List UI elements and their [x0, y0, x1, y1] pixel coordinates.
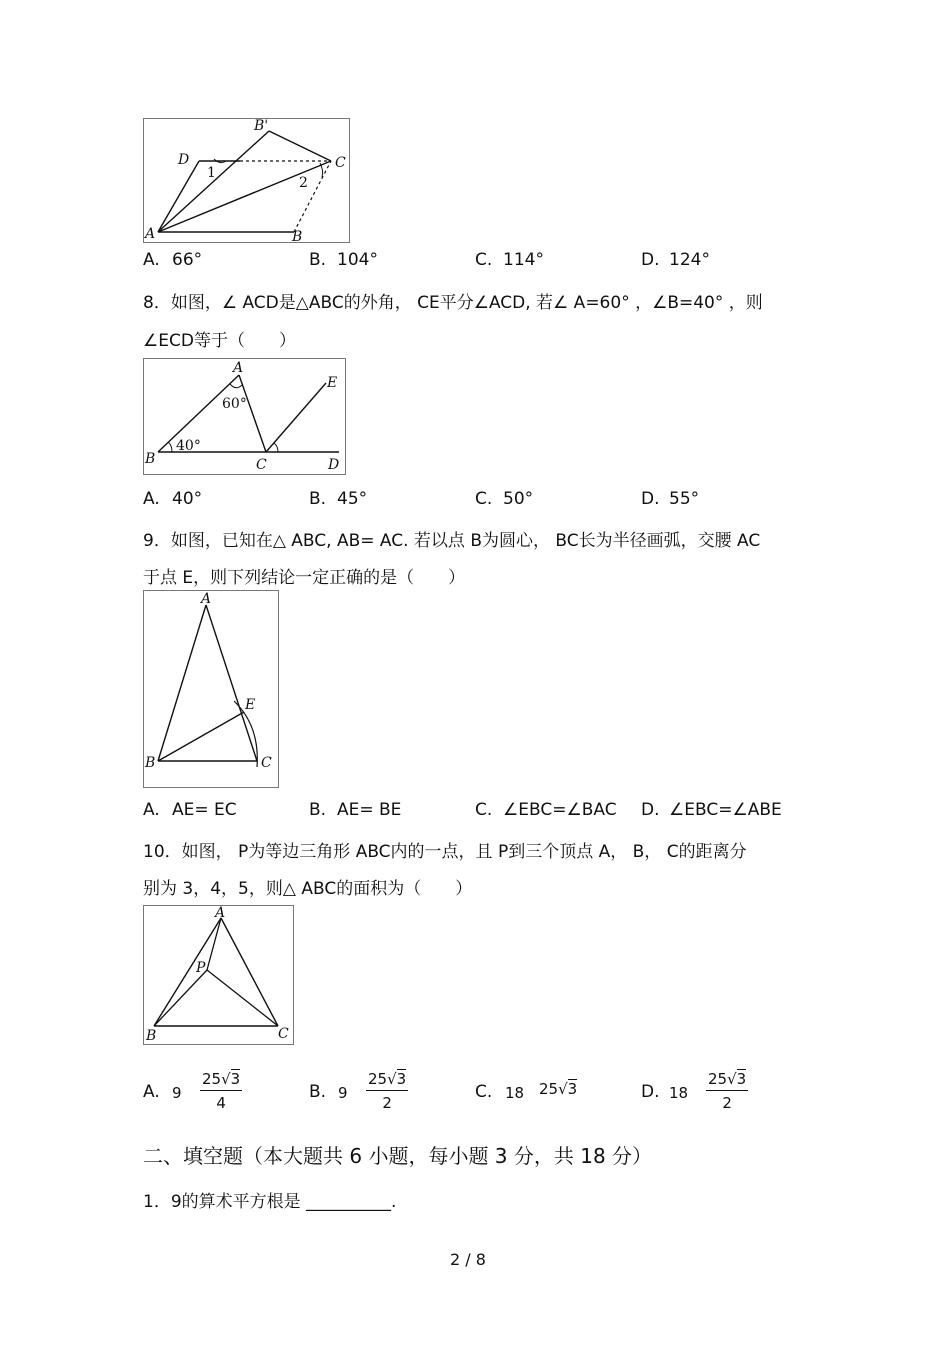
- q10-option-d-letter: D.: [641, 1082, 660, 1102]
- q8-stem-line1: 8．如图，∠ ACD是△ABC的外角， CE平分∠ACD, 若∠ A=60° ，∠B=40° ，则: [143, 293, 763, 313]
- q9-option-a-letter: A.: [143, 800, 160, 820]
- q7-option-b-value: 104°: [337, 250, 378, 270]
- q10-option-c-letter: C.: [475, 1082, 493, 1102]
- q7-option-c-value: 114°: [503, 250, 544, 270]
- q8-figure: [143, 358, 346, 475]
- section2-title: 二、填空题（本大题共 6 小题，每小题 3 分，共 18 分）: [143, 1144, 653, 1168]
- q7-label-c: C: [335, 155, 346, 171]
- q7-label-bprime: B': [254, 119, 269, 134]
- q10-stem-line1: 10．如图， P为等边三角形 ABC内的一点，且 P到三个顶点 A， B， C的距离分: [143, 842, 747, 862]
- q10-option-d-fraction: $\frac{25√3}{2}$: [708, 1070, 747, 1112]
- q8-label-c: C: [256, 457, 267, 473]
- q10-figure: [143, 905, 294, 1045]
- q8-label-60: 60°: [222, 396, 247, 412]
- q9-figure: [143, 590, 279, 788]
- q10-label-b: B: [146, 1028, 157, 1044]
- q8-option-b-value: 45°: [337, 489, 368, 509]
- q10-option-b-fraction: $\frac{25√3}{2}$: [368, 1070, 407, 1112]
- q10-option-a-int: 9: [172, 1084, 182, 1102]
- q7-label-d: D: [178, 152, 190, 168]
- q8-label-40: 40°: [176, 438, 201, 454]
- q9-option-b-letter: B.: [309, 800, 327, 820]
- q9-option-d-letter: D.: [641, 800, 660, 820]
- q8-label-d: D: [328, 457, 340, 473]
- q9-option-c-letter: C.: [475, 800, 493, 820]
- q8-label-b: B: [145, 451, 156, 467]
- q9-option-d-value: ∠EBC=∠ABE: [669, 800, 782, 820]
- q8-stem-line2: ∠ECD等于（ ）: [143, 331, 296, 351]
- q7-option-a-letter: A.: [143, 250, 160, 270]
- q10-option-d-int: 18: [669, 1084, 689, 1102]
- q10-option-c-int: 18: [505, 1084, 525, 1102]
- q9-option-a-value: AE= EC: [172, 800, 237, 820]
- q7-label-a: A: [145, 226, 156, 242]
- q10-option-b-letter: B.: [309, 1082, 327, 1102]
- q7-option-d-value: 124°: [669, 250, 710, 270]
- q9-option-b-value: AE= BE: [337, 800, 402, 820]
- q10-option-c-radical: 25√3: [539, 1080, 578, 1098]
- q10-option-a-fraction: $\frac{25√3}{4}$: [202, 1070, 241, 1112]
- page-number: 2 / 8: [450, 1250, 486, 1269]
- q8-option-a-letter: A.: [143, 489, 160, 509]
- q9-label-a: A: [201, 591, 212, 607]
- q8-label-a: A: [233, 360, 244, 376]
- q9-option-c-value: ∠EBC=∠BAC: [503, 800, 617, 820]
- q7-figure: [143, 118, 350, 243]
- q8-option-d-letter: D.: [641, 489, 660, 509]
- q9-label-c: C: [261, 755, 272, 771]
- q10-option-a-letter: A.: [143, 1082, 160, 1102]
- q10-stem-line2: 别为 3，4，5，则△ ABC的面积为（ ）: [143, 879, 473, 899]
- q7-option-c-letter: C.: [475, 250, 493, 270]
- q7-label-b: B: [292, 229, 303, 242]
- q10-label-p: P: [196, 960, 206, 976]
- q10-label-c: C: [278, 1026, 289, 1042]
- q8-label-e: E: [327, 375, 338, 391]
- q9-label-e: E: [245, 697, 256, 713]
- q9-stem-line2: 于点 E，则下列结论一定正确的是（ ）: [143, 568, 466, 588]
- q7-label-angle1: 1: [207, 165, 216, 181]
- q7-option-a-value: 66°: [172, 250, 203, 270]
- q8-option-c-value: 50°: [503, 489, 534, 509]
- q9-label-b: B: [145, 755, 156, 771]
- q10-option-b-int: 9: [338, 1084, 348, 1102]
- q8-option-b-letter: B.: [309, 489, 327, 509]
- fill-question-1: 1．9的算术平方根是 __________.: [143, 1192, 397, 1212]
- q8-option-c-letter: C.: [475, 489, 493, 509]
- q8-option-a-value: 40°: [172, 489, 203, 509]
- q9-stem-line1: 9．如图，已知在△ ABC, AB= AC. 若以点 B为圆心， BC长为半径画弧，交腰 AC: [143, 531, 761, 551]
- q7-label-angle2: 2: [299, 175, 308, 191]
- q7-option-b-letter: B.: [309, 250, 327, 270]
- q7-option-d-letter: D.: [641, 250, 660, 270]
- q10-label-a: A: [215, 906, 226, 921]
- q8-option-d-value: 55°: [669, 489, 700, 509]
